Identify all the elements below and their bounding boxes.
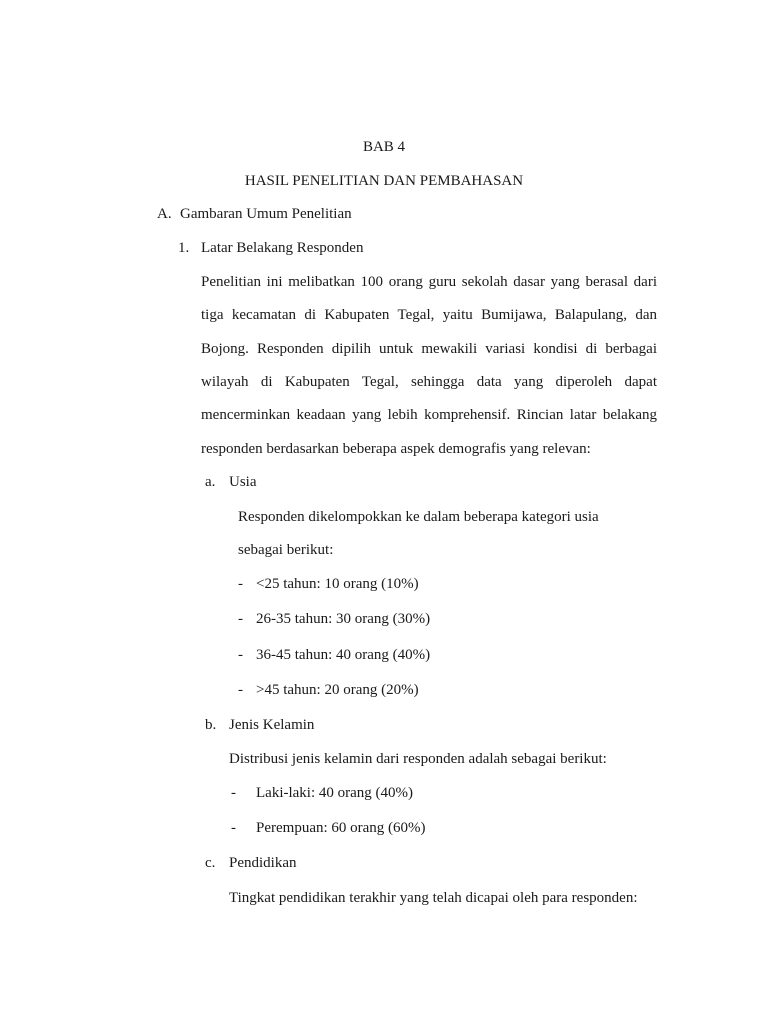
item-c-intro: Tingkat pendidikan terakhir yang telah dicapai oleh para responden: bbox=[229, 890, 638, 906]
item-c-marker: c. bbox=[205, 855, 216, 871]
paragraph-line: wilayah di Kabupaten Tegal, sehingga data yang diperoleh dapat bbox=[201, 374, 657, 390]
item-a-intro-line: Responden dikelompokkan ke dalam beberapa kategori usia bbox=[238, 509, 599, 525]
section-a-marker: A. bbox=[157, 206, 172, 222]
bullet-dash: - bbox=[238, 647, 243, 663]
item-a-heading: Usia bbox=[229, 474, 257, 490]
subsection-1-heading: Latar Belakang Responden bbox=[201, 240, 364, 256]
section-a-heading: Gambaran Umum Penelitian bbox=[180, 206, 352, 222]
paragraph-line: Bojong. Responden dipilih untuk mewakili variasi kondisi di berbagai bbox=[201, 341, 657, 357]
item-a-marker: a. bbox=[205, 474, 216, 490]
chapter-label: BAB 4 bbox=[362, 139, 406, 155]
item-b-marker: b. bbox=[205, 717, 217, 733]
list-item: <25 tahun: 10 orang (10%) bbox=[256, 576, 419, 592]
bullet-dash: - bbox=[231, 820, 236, 836]
bullet-dash: - bbox=[238, 611, 243, 627]
paragraph-line: Penelitian ini melibatkan 100 orang guru sekolah dasar yang berasal dari bbox=[201, 274, 657, 290]
list-item: >45 tahun: 20 orang (20%) bbox=[256, 682, 419, 698]
list-item: Perempuan: 60 orang (60%) bbox=[256, 820, 426, 836]
item-b-heading: Jenis Kelamin bbox=[229, 717, 315, 733]
paragraph-line: tiga kecamatan di Kabupaten Tegal, yaitu Bumijawa, Balapulang, dan bbox=[201, 307, 657, 323]
subsection-1-marker: 1. bbox=[178, 240, 190, 256]
item-c-heading: Pendidikan bbox=[229, 855, 297, 871]
list-item: 36-45 tahun: 40 orang (40%) bbox=[256, 647, 431, 663]
bullet-dash: - bbox=[238, 576, 243, 592]
paragraph-line: responden berdasarkan beberapa aspek demografis yang relevan: bbox=[201, 441, 591, 457]
item-b-intro: Distribusi jenis kelamin dari responden adalah sebagai berikut: bbox=[229, 751, 607, 767]
list-item: 26-35 tahun: 30 orang (30%) bbox=[256, 611, 431, 627]
list-item: Laki-laki: 40 orang (40%) bbox=[256, 785, 414, 801]
bullet-dash: - bbox=[231, 785, 236, 801]
item-a-intro-line: sebagai berikut: bbox=[238, 542, 334, 558]
paragraph-line: mencerminkan keadaan yang lebih komprehensif. Rincian latar belakang bbox=[201, 407, 657, 423]
chapter-title: HASIL PENELITIAN DAN PEMBAHASAN bbox=[244, 173, 524, 189]
bullet-dash: - bbox=[238, 682, 243, 698]
